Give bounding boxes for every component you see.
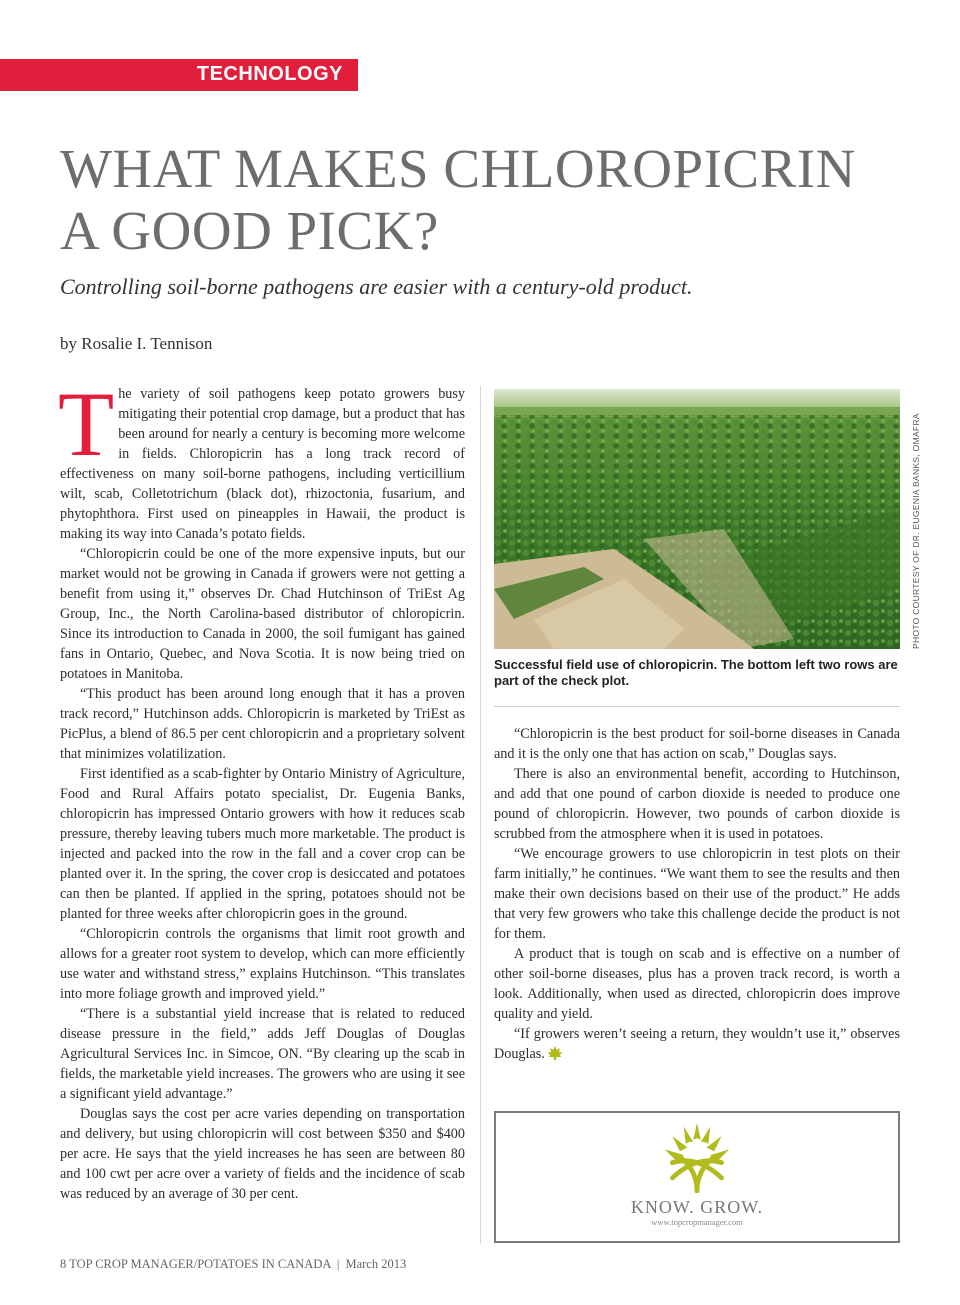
page-number: 8 [60,1257,67,1271]
body-paragraph: There is also an environmental benefit, according to Hutchinson, and add that one pound of carbon dioxide is needed to produce one pound of chloropicrin. However, two pounds of carbon dioxide is scrubbed from the atmosphere when it is used in potatoes. [494,766,900,842]
body-paragraph: “Chloropicrin is the best product for soil-borne diseases in Canada and it is the only one that has action on scab,” Douglas says. [494,726,900,762]
drop-cap: T [58,373,115,475]
ad-box [494,1111,900,1243]
caption-divider [494,706,900,707]
photo-caption: Successful field use of chloropicrin. The bottom left two rows are part of the check plot. [494,657,898,688]
ad-url: www.topcropmanager.com [651,1217,743,1227]
body-paragraph: “Chloropicrin could be one of the more expensive inputs, but our market would not be growing in Canada if growers were not getting a benefit from using it,” observes Dr. Chad Hutchinson of TriEst Ag Group, Inc., the North Carolina-based distributor of chloropicrin. Since its introduction to Canada in 2000, the soil fumigant has gained fans in Ontario, Quebec, and Nova Scotia. It is now being tried on potatoes in Manitoba. [60,546,465,682]
body-paragraph: “Chloropicrin controls the organisms that limit root growth and allows for a greater root system to develop, which can more efficiently use water and withstand stress,” explains Hutchinson. “This translates into more foliage growth and improved yield.” [60,926,465,1002]
body-paragraph: “There is a substantial yield increase that is related to reduced disease pressure in the field,” adds Jeff Douglas of Douglas Agricultural Services Inc. in Simcoe, ON. “By clearing up the scab in fields, the marketable yield increases. The growers who are using it see a significant yield advantage.” [60,1006,465,1102]
page-footer [60,1257,406,1272]
body-paragraph: First identified as a scab-fighter by Ontario Ministry of Agriculture, Food and Rural Affairs potato specialist, Dr. Eugenia Banks, chloropicrin has impressed Ontario growers with how it reduces scab pressure, thereby leaving tubers much more marketable. The product is injected and packed into the row in the fall and a cover crop can be planted over it. In the spring, the cover crop is desiccated and potatoes can then be planted. If applied in the spring, potatoes should not be planted for three weeks after chloropicrin goes in the ground. [60,766,465,922]
issue-date: March 2013 [345,1257,407,1271]
headline-line-1: WHAT MAKES CHLOROPICRIN [60,138,856,199]
wheat-sheaf-icon [659,1121,735,1193]
publication-name: TOP CROP MANAGER/POTATOES IN CANADA [69,1257,331,1271]
photo-credit: PHOTO COURTESY OF DR. EUGENIA BANKS, OMAFRA [911,413,921,649]
article-column-right [494,724,900,1064]
closing-paragraph [494,1024,900,1064]
body-paragraph: “This product has been around long enough that it has a proven track record,” Hutchinson adds. Chloropicrin is marketed by TriEst as PicPlus, a blend of 86.5 per cent chloropicrin and a proprietary solvent that minimizes volatilization. [60,686,465,762]
section-banner [0,59,358,91]
body-paragraph: Douglas says the cost per acre varies depending on transportation and delivery, but using chloropicrin will cost between $350 and $400 per acre. He says that the yield increases he has seen are between 80 and 100 cwt per acre over a variety of fields and the incidence of scab was reduced by an average of 30 per cent. [60,1106,465,1202]
body-paragraph: A product that is tough on scab and is effective on a number of other soil-borne diseases, plus has a proven track record, is worth a look. Additionally, when used as directed, chloropicrin does improve quality and yield. [494,946,900,1022]
ad-slogan: KNOW. GROW. [630,1197,764,1217]
footer-separator: | [336,1257,340,1271]
closing-paragraph-text: “If growers weren’t seeing a return, they wouldn’t use it,” observes Douglas. [494,1026,900,1062]
maple-leaf-icon [547,1045,563,1061]
byline: by Rosalie I. Tennison [60,334,213,353]
article-headline [60,138,920,262]
first-paragraph [58,373,465,544]
headline-line-2: A GOOD PICK? [60,200,439,261]
section-label: TECHNOLOGY [196,63,343,85]
body-paragraph: “We encourage growers to use chloropicrin in test plots on their farm initially,” he continues. “We want them to see the results and then make their own decisions based on their use of the product.” He adds that very few growers who take this challenge decide the product is not for them. [494,846,900,942]
column-divider [480,386,481,1244]
potato-field-photo [494,389,900,649]
article-column-left [58,373,465,1204]
article-deck: Controlling soil-borne pathogens are easier with a century-old product. [60,274,693,299]
first-paragraph-text: he variety of soil pathogens keep potato growers busy mitigating their potential crop damage, but a product that has been around for nearly a century is becoming more welcome in fields. Chloropicrin has a long track record of effectiveness on many soil-borne pathogens, including verticillium wilt, scab, Colletotrichum (black dot), rhizoctonia, fusarium, and phytophthora. First used on pineapples in Hawaii, the product is making its way into Canada’s potato fields. [60,386,465,542]
